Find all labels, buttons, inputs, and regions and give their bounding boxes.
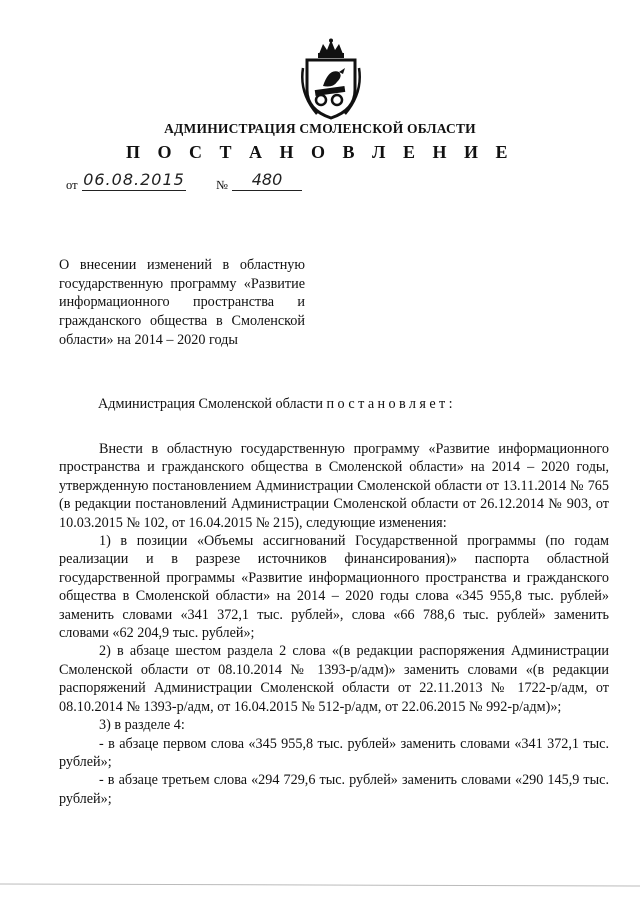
body-paragraph: - в абзаце первом слова «345 955,8 тыс. рублей» заменить словами «341 372,1 тыс. рублей»; <box>59 735 609 770</box>
organization-name: АДМИНИСТРАЦИЯ СМОЛЕНСКОЙ ОБЛАСТИ <box>164 121 476 136</box>
date-number-line <box>66 170 326 194</box>
document-body <box>59 440 609 808</box>
document-date: 06.08.2015 <box>83 170 185 189</box>
body-paragraph: - в абзаце третьем слова «294 729,6 тыс. рублей» заменить словами «290 145,9 тыс. рублей»; <box>59 772 609 807</box>
body-paragraph: 1) в позиции «Объемы ассигнований Государственной программы (по годам реализации и в разрезе источников финансирования)» паспорта областной государственной программы «Развитие информационного пространства и гражданского общества в Смоленской области» на 2014 – 2020 годы слова «345 955,8 тыс. рублей» заменить словами «341 372,1 тыс. рублей», слова «66 788,6 тыс. рублей» заменить словами «62 204,9 тыс. рублей»; <box>59 533 609 642</box>
preamble-text: Администрация Смоленской области <box>98 396 323 412</box>
preamble <box>98 395 598 413</box>
number-label: № <box>216 178 228 192</box>
document-type-title: П О С Т А Н О В Л Е Н И Е <box>126 142 514 162</box>
document-number: 480 <box>232 170 302 191</box>
scan-edge-artifact <box>0 880 640 905</box>
body-paragraph: Внести в областную государственную программу «Развитие информационного пространства и гражданского общества в Смоленской области» на 2014 – 2020 годы, утвержденную постановлением Администрации Смоленской области от 13.11.2014 № 765 (в редакции постановлений Администрации Смоленской области от 26.12.2014 № 903, от 10.03.2015 № 102, от 16.04.2015 № 215), следующие изменения: <box>59 441 609 531</box>
document-subject: О внесении изменений в областную государственную программу «Развитие информационного пространства и гражданского общества в Смоленской области» на 2014 – 2020 годы <box>59 257 305 348</box>
body-paragraph: 2) в абзаце шестом раздела 2 слова «(в редакции распоряжения Администрации Смоленской области от 08.10.2014 № 1393-р/адм)» заменить словами «(в редакции распоряжений Администрации Смоленской области от 22.11.2013 № 1722-р/адм, от 08.10.2014 № 1393-р/адм, от 16.04.2015 № 512-р/адм, от 22.06.2015 № 992-р/адм)»; <box>59 643 609 715</box>
coat-of-arms-icon <box>299 38 363 120</box>
body-paragraph: 3) в разделе 4: <box>99 717 185 734</box>
preamble-resolves: постановляет: <box>326 396 456 412</box>
date-label: от <box>66 178 78 192</box>
